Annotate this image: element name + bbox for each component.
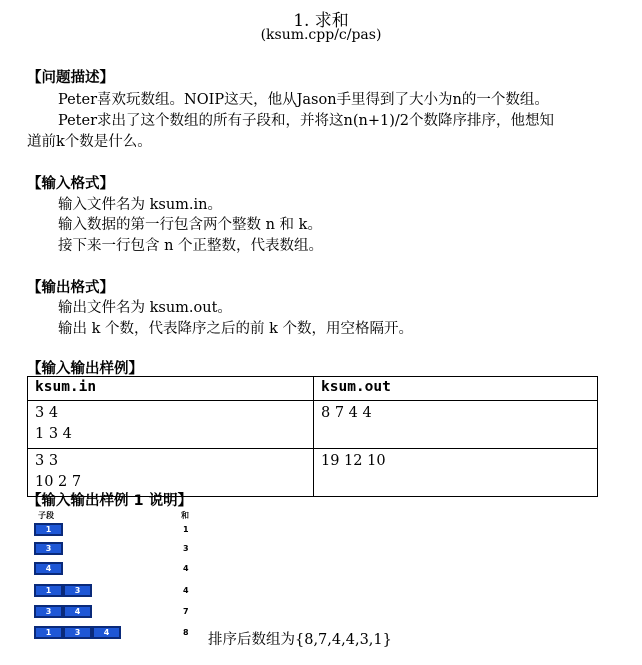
input-format-heading: 【输入格式】: [27, 176, 114, 192]
segment-row: [34, 542, 63, 555]
output-format-heading: 【输出格式】: [27, 280, 114, 296]
sum-column-header: 和: [181, 511, 189, 520]
segment-block: 3: [34, 605, 63, 618]
sample-output-cell: 8 7 4 4: [314, 401, 598, 449]
segment-block: 1: [34, 523, 63, 536]
input-format-line: 接下来一行包含 n 个正整数，代表数组。: [58, 238, 324, 254]
input-format-line: 输入文件名为 ksum.in。: [58, 197, 223, 213]
description-line: Peter喜欢玩数组。NOIP这天，他从Jason手里得到了大小为n的一个数组。: [58, 92, 549, 108]
segment-block: 4: [63, 605, 92, 618]
segment-row: [34, 626, 121, 639]
segment-sum: 8: [183, 628, 189, 637]
input-format-line: 输入数据的第一行包含两个整数 n 和 k。: [58, 217, 322, 233]
output-format-line: 输出文件名为 ksum.out。: [58, 300, 232, 316]
sample-input-line: 1 3 4: [35, 426, 72, 442]
segment-block: 1: [34, 584, 63, 597]
segment-sum: 4: [183, 586, 189, 595]
segment-row: [34, 605, 92, 618]
description-line: 道前k个数是什么。: [27, 134, 152, 150]
samples-table: [27, 376, 598, 497]
segment-sum: 7: [183, 607, 189, 616]
segment-block: 4: [92, 626, 121, 639]
segment-block: 3: [63, 626, 92, 639]
sample-input-line: 3 4: [35, 405, 59, 421]
segment-block: 1: [34, 626, 63, 639]
explanation-heading: 【输入输出样例 1 说明】: [27, 493, 193, 509]
samples-heading: 【输入输出样例】: [27, 361, 143, 377]
description-heading: 【问题描述】: [27, 70, 114, 86]
output-format-line: 输出 k 个数，代表降序之后的前 k 个数，用空格隔开。: [58, 321, 414, 337]
segment-block: 3: [63, 584, 92, 597]
sample-input-line: 3 3: [35, 453, 59, 469]
problem-subtitle: (ksum.cpp/c/pas): [260, 27, 382, 43]
description-line: Peter求出了这个数组的所有子段和，并将这n(n+1)/2个数降序排序，他想知: [58, 113, 554, 129]
table-row: [28, 401, 598, 449]
segment-sum: 4: [183, 564, 189, 573]
segment-block: 4: [34, 562, 63, 575]
segment-column-header: 子段: [38, 511, 54, 520]
problem-title: 1. 求和: [293, 11, 349, 31]
segment-sum: 1: [183, 525, 189, 534]
column-header-output: ksum.out: [314, 377, 598, 401]
segment-row: [34, 523, 63, 536]
segment-sum: 3: [183, 544, 189, 553]
table-header-row: [28, 377, 598, 401]
segment-row: [34, 562, 63, 575]
column-header-input: ksum.in: [28, 377, 314, 401]
sample-input-cell: [28, 401, 314, 449]
segment-row: [34, 584, 92, 597]
sample-input-line: 10 2 7: [35, 474, 82, 490]
segment-block: 3: [34, 542, 63, 555]
sorted-result-text: 排序后数组为{8,7,4,4,3,1}: [208, 632, 392, 648]
sample-output-cell: 19 12 10: [314, 449, 598, 497]
